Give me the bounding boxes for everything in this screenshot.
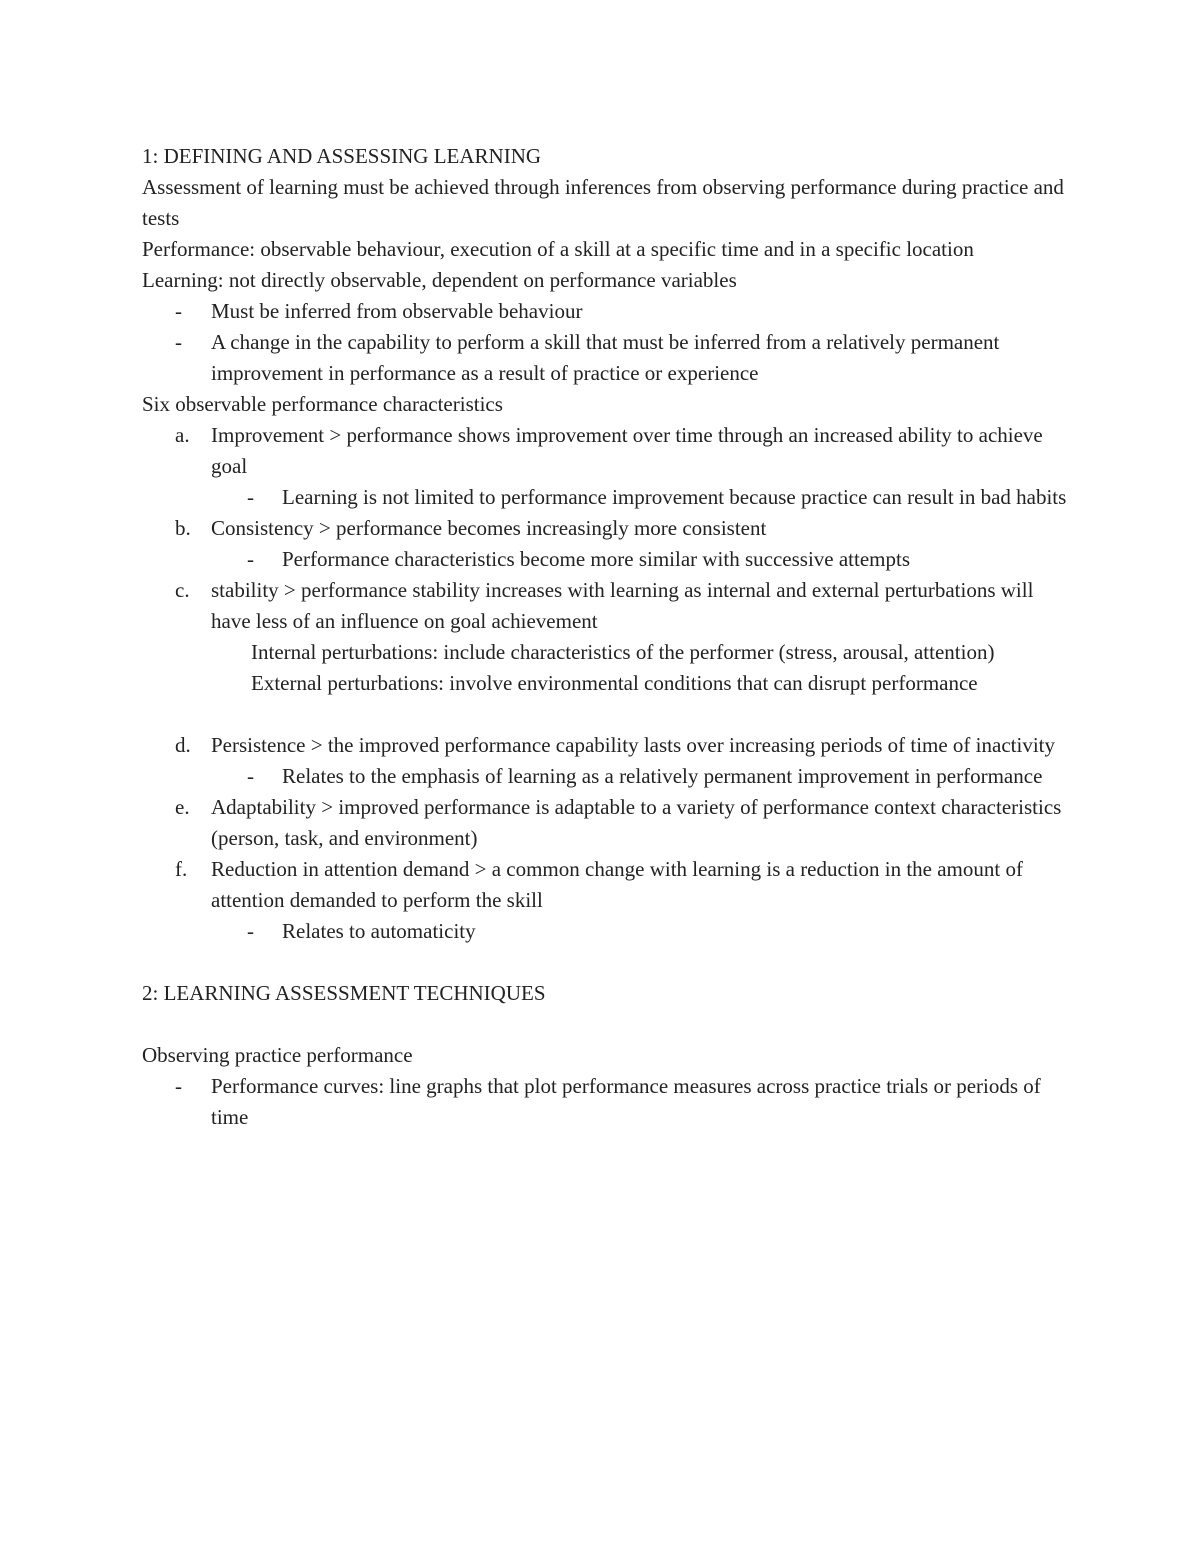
blank-line (142, 947, 1072, 978)
dash-marker: - (247, 485, 254, 509)
dash-marker: - (175, 299, 182, 323)
dash-marker: - (247, 547, 254, 571)
learning-bullet-text: Must be inferred from observable behaviour (211, 299, 583, 323)
characteristic-e (142, 792, 1072, 854)
list-marker: b. (175, 516, 191, 540)
performance-definition: Performance: observable behaviour, execution of a skill at a specific time and in a specific location (142, 237, 974, 261)
dash-marker: - (247, 919, 254, 943)
note-text: External perturbations: involve environmental conditions that can disrupt performance (251, 671, 978, 695)
characteristic-text: Consistency > performance becomes increasingly more consistent (211, 516, 767, 540)
blank-line (142, 699, 1072, 730)
bullet-text: Performance curves: line graphs that plot performance measures across practice trials or periods of time (211, 1074, 1041, 1129)
external-perturbations-note (142, 668, 1072, 699)
blank-line (142, 1009, 1072, 1040)
section-2-heading: 2: LEARNING ASSESSMENT TECHNIQUES (142, 981, 546, 1005)
sub-bullet-text: Performance characteristics become more similar with successive attempts (282, 547, 911, 571)
document-page (142, 141, 1072, 1133)
characteristic-text: Improvement > performance shows improvement over time through an increased ability to achieve goal (211, 423, 1043, 478)
characteristic-f-sub-1 (142, 916, 1072, 947)
learning-bullet-text: A change in the capability to perform a skill that must be inferred from a relatively permanent improvement in performance as a result of practice or experience (211, 330, 1000, 385)
characteristic-text: Adaptability > improved performance is adaptable to a variety of performance context characteristics (person, task, and environment) (211, 795, 1062, 850)
dash-marker: - (175, 1074, 182, 1098)
section-2-bullet-1 (142, 1071, 1072, 1133)
list-marker: c. (175, 578, 190, 602)
dash-marker: - (175, 330, 182, 354)
characteristic-a (142, 420, 1072, 482)
sub-bullet-text: Relates to the emphasis of learning as a relatively permanent improvement in performance (282, 764, 1043, 788)
characteristic-d-sub-1 (142, 761, 1072, 792)
list-marker: a. (175, 423, 190, 447)
list-marker: d. (175, 733, 191, 757)
assessment-intro: Assessment of learning must be achieved through inferences from observing performance during practice and tests (142, 175, 1064, 230)
characteristic-f (142, 854, 1072, 916)
note-text: Internal perturbations: include characteristics of the performer (stress, arousal, attention) (251, 640, 995, 664)
learning-bullet-2 (142, 327, 1072, 389)
characteristics-title: Six observable performance characteristics (142, 392, 503, 416)
characteristic-text: Reduction in attention demand > a common change with learning is a reduction in the amount of attention demanded to perform the skill (211, 857, 1023, 912)
dash-marker: - (247, 764, 254, 788)
characteristic-text: stability > performance stability increases with learning as internal and external perturbations will have less of an influence on goal achievement (211, 578, 1034, 633)
characteristic-a-sub-1 (142, 482, 1072, 513)
characteristic-d (142, 730, 1072, 761)
section-2-subheading: Observing practice performance (142, 1043, 413, 1067)
sub-bullet-text: Relates to automaticity (282, 919, 476, 943)
section-1-heading: 1: DEFINING AND ASSESSING LEARNING (142, 144, 542, 168)
sub-bullet-text: Learning is not limited to performance improvement because practice can result in bad habits (282, 485, 1067, 509)
characteristic-text: Persistence > the improved performance capability lasts over increasing periods of time of inactivity (211, 733, 1055, 757)
list-marker: e. (175, 795, 190, 819)
learning-bullet-1 (142, 296, 1072, 327)
characteristic-b (142, 513, 1072, 544)
characteristic-b-sub-1 (142, 544, 1072, 575)
learning-definition: Learning: not directly observable, dependent on performance variables (142, 268, 737, 292)
characteristic-c (142, 575, 1072, 637)
list-marker: f. (175, 857, 188, 881)
internal-perturbations-note (142, 637, 1072, 668)
